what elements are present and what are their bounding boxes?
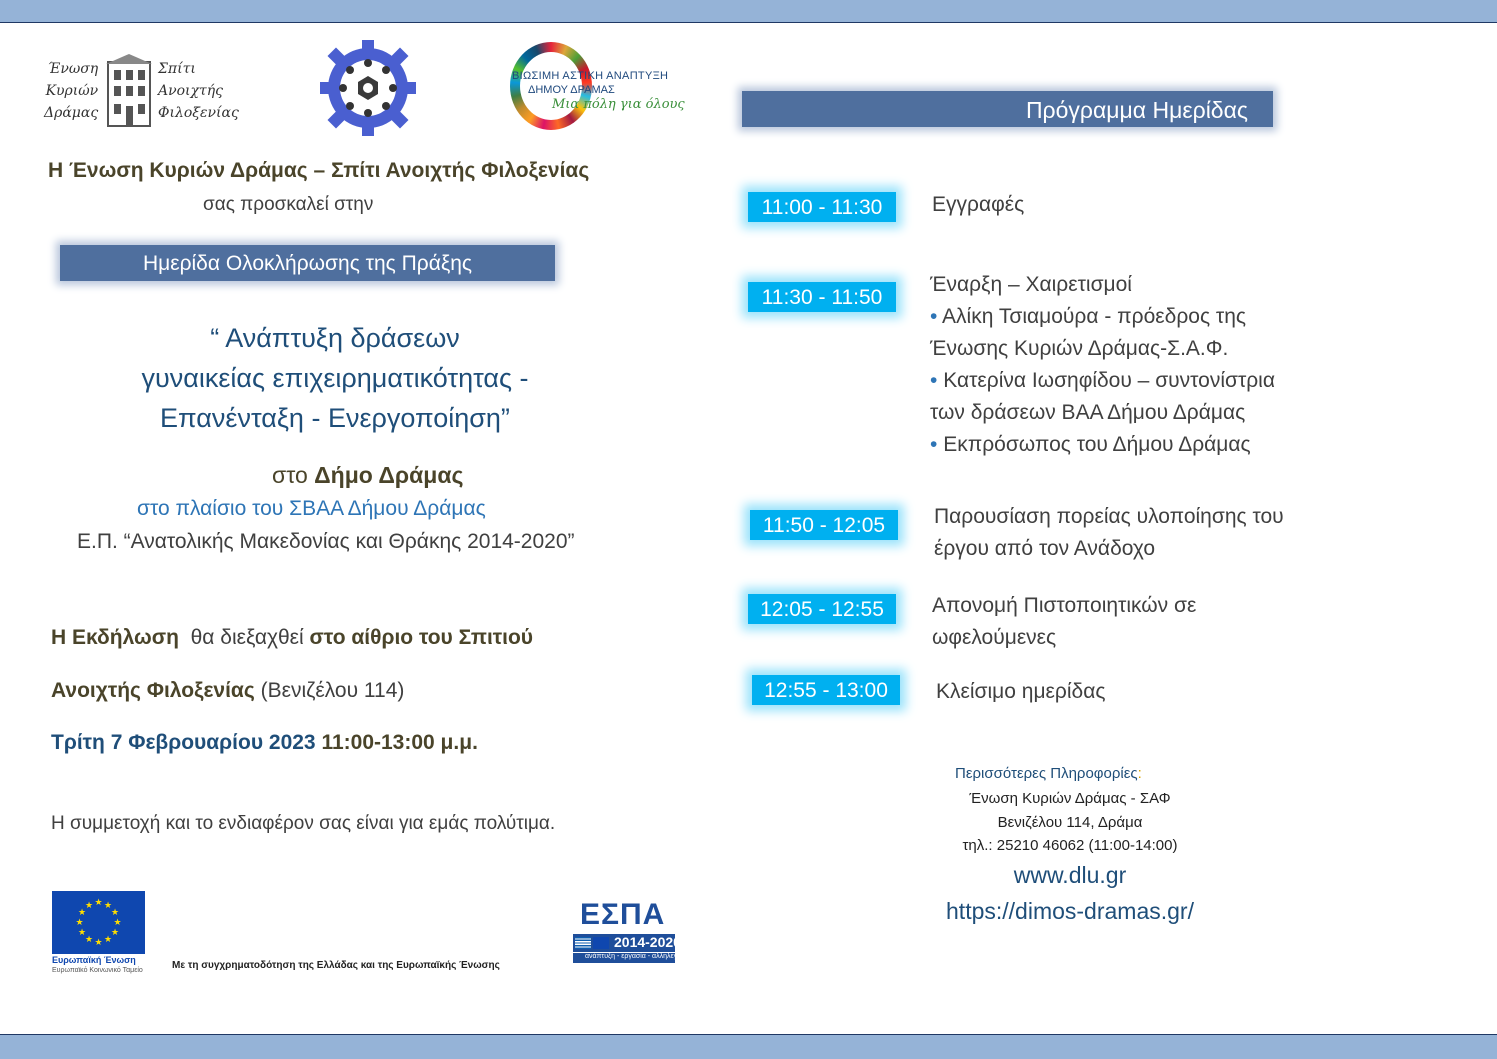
programme-line: Ε.Π. “Ανατολικής Μακεδονίας και Θράκης 2014-2020” <box>77 530 575 553</box>
municipality-line: στο Δήμο Δράμας <box>272 462 464 488</box>
eu-subcaption: Ευρωπαϊκό Κοινωνικό Ταμείο <box>52 967 143 974</box>
eu-flag-icon <box>52 891 145 954</box>
svg-text:★: ★ <box>113 918 122 928</box>
sud-slogan: Μια πόλη για όλους <box>552 97 685 112</box>
svg-text:★: ★ <box>77 928 87 938</box>
svg-text:★: ★ <box>75 918 84 928</box>
espa-subtext: ανάπτυξη - εργασία - αλληλεγγύη <box>585 953 689 960</box>
schedule-item-2: Έναρξη – Χαιρετισμοί • Αλίκη Τσιαμούρα - πρόεδρος της Ένωσης Κυριών Δράμας-Σ.Α.Φ. • Κατερίνα Ιωσηφίδου – συντονίστρια των δράσεων ΒΑΑ Δήμου Δράμας • Εκπρόσωπος του Δήμου Δράμας <box>930 273 1275 456</box>
espa-logo-title: ΕΣΠΑ <box>580 898 666 931</box>
venue-line-1: Η Εκδήλωση θα διεξαχθεί στο αίθριο του Σπιτιού <box>51 626 534 649</box>
time-slot-1: 11:00 - 11:30 <box>748 192 896 222</box>
time-slot-4: 12:05 - 12:55 <box>748 594 896 624</box>
dimos-link[interactable]: https://dimos-dramas.gr/ <box>946 898 1194 924</box>
event-type-banner: Ημερίδα Ολοκλήρωσης της Πράξης <box>60 245 555 281</box>
cofunding-text: Με τη συγχρηματοδότηση της Ελλάδας και της Ευρωπαϊκής Ένωσης <box>172 960 500 971</box>
eu-caption: Ευρωπαϊκή Ένωση <box>52 955 136 965</box>
top-band <box>0 0 1497 23</box>
sud-subtitle: ΔΗΜΟΥ ΔΡΑΜΑΣ <box>528 84 615 96</box>
event-date-line: Τρίτη 7 Φεβρουαρίου 2023 11:00-13:00 μ.μ. <box>51 731 478 754</box>
dlu-link[interactable]: www.dlu.gr <box>1013 862 1127 888</box>
time-slot-5: 12:55 - 13:00 <box>752 675 900 705</box>
more-info-heading: Περισσότερες Πληροφορίες: <box>955 765 1142 782</box>
event-title: “ Ανάπτυξη δράσεων γυναικείας επιχειρηματικότητας - Επανένταξη - Ενεργοποίηση” <box>141 323 529 433</box>
svg-text:★: ★ <box>94 938 103 948</box>
eu-mini-flag-icon <box>593 937 609 949</box>
invite-text: σας προσκαλεί στην <box>203 194 374 215</box>
time-slot-2: 11:30 - 11:50 <box>748 282 896 312</box>
svg-text:★: ★ <box>94 898 103 908</box>
svg-text:★: ★ <box>103 901 113 911</box>
espa-years: 2014-2020 <box>614 934 681 950</box>
svg-text:★: ★ <box>84 935 94 945</box>
contact-address: Βενιζέλου 114, Δράμα <box>997 814 1143 831</box>
house-building-icon <box>104 52 154 128</box>
framework-line: στο πλαίσιο του ΣΒΑΑ Δήμου Δράμας <box>137 497 486 520</box>
svg-text:★: ★ <box>77 908 87 918</box>
organizer-header: Η Ένωση Κυριών Δράμας – Σπίτι Ανοιχτής Φιλοξενίας <box>48 159 590 182</box>
enosi-logo-right-text: Σπίτι Ανοιχτής Φιλοξενίας <box>158 61 239 121</box>
schedule-item-5: Κλείσιμο ημερίδας <box>936 680 1106 703</box>
contact-phone: τηλ.: 25210 46062 (11:00-14:00) <box>962 837 1178 854</box>
svg-text:★: ★ <box>110 928 120 938</box>
svg-text:★: ★ <box>103 935 113 945</box>
svg-text:★: ★ <box>84 901 94 911</box>
svg-text:★: ★ <box>110 908 120 918</box>
schedule-item-3: Παρουσίαση πορείας υλοποίησης του έργου από τον Ανάδοχο <box>934 505 1284 560</box>
schedule-item-1: Εγγραφές <box>932 193 1025 216</box>
thanks-line: Η συμμετοχή και το ενδιαφέρον σας είναι για εμάς πολύτιμα. <box>51 813 556 834</box>
schedule-item-4: Απονομή Πιστοποιητικών σε ωφελούμενες <box>932 594 1197 649</box>
gear-people-logo-icon <box>320 40 416 136</box>
program-banner: Πρόγραμμα Ημερίδας <box>742 91 1273 127</box>
time-slot-3: 11:50 - 12:05 <box>750 510 898 540</box>
contact-org: Ένωση Κυριών Δράμας - ΣΑΦ <box>969 790 1171 807</box>
bottom-band <box>0 1034 1497 1059</box>
sud-title: ΒΙΩΣΙΜΗ ΑΣΤΙΚΗ ΑΝΑΠΤΥΞΗ <box>512 70 669 82</box>
venue-line-2: Ανοιχτής Φιλοξενίας (Βενιζέλου 114) <box>51 679 405 702</box>
greek-flag-icon <box>575 937 591 949</box>
enosi-logo-left-text: Ένωση Κυριών Δράμας <box>44 61 99 121</box>
